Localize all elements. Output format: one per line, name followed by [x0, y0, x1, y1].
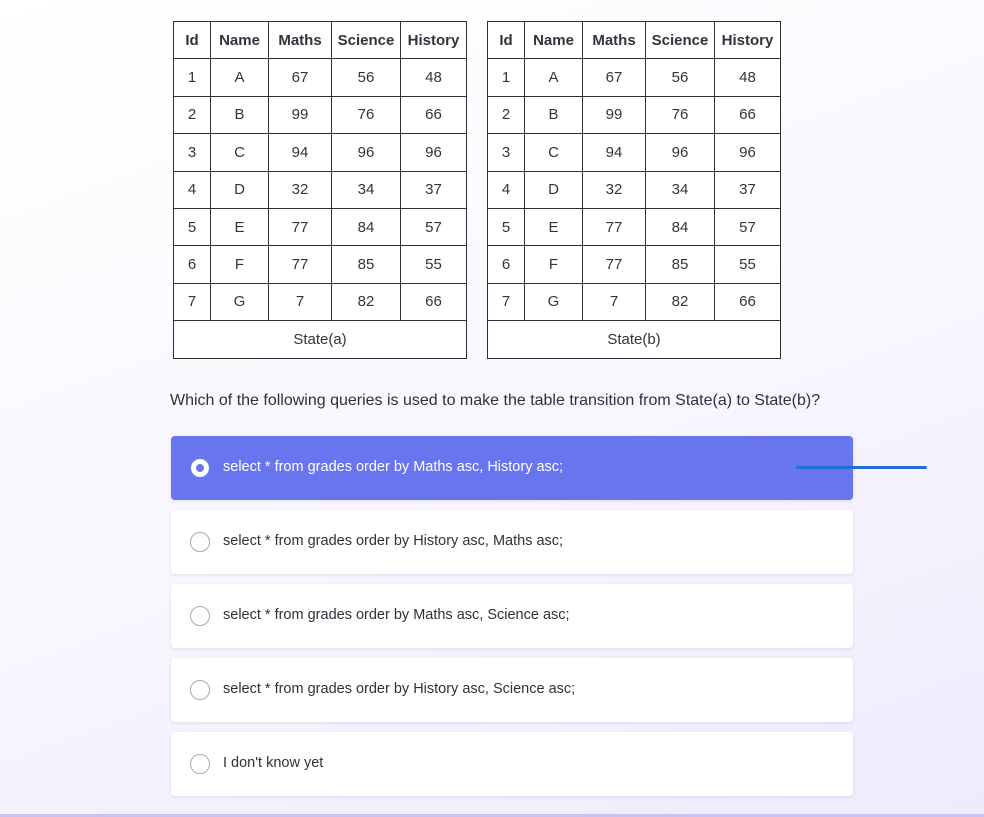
table-row — [174, 283, 467, 320]
table-row — [488, 171, 781, 208]
cell-science: 96 — [646, 134, 715, 171]
cell-maths: 7 — [583, 283, 646, 320]
cell-science: 76 — [332, 96, 401, 133]
cell-name: C — [211, 134, 269, 171]
cell-name: G — [525, 283, 583, 320]
cell-id: 7 — [488, 283, 525, 320]
table-row — [488, 59, 781, 96]
cell-science: 85 — [646, 246, 715, 283]
cell-history: 57 — [715, 208, 781, 245]
cell-name: B — [525, 96, 583, 133]
column-header-maths: Maths — [583, 22, 646, 59]
cell-maths: 7 — [269, 283, 332, 320]
cell-id: 1 — [488, 59, 525, 96]
cell-maths: 77 — [583, 208, 646, 245]
answer-option-1[interactable] — [171, 436, 853, 500]
column-header-id: Id — [488, 22, 525, 59]
cell-maths: 32 — [269, 171, 332, 208]
table-row — [174, 171, 467, 208]
answer-option-3[interactable] — [171, 584, 853, 648]
table-row — [174, 96, 467, 133]
cell-name: E — [525, 208, 583, 245]
cell-science: 56 — [646, 59, 715, 96]
cell-id: 1 — [174, 59, 211, 96]
table-row — [488, 246, 781, 283]
column-header-history: History — [401, 22, 467, 59]
table-row — [174, 59, 467, 96]
radio-selected-icon[interactable] — [191, 459, 209, 477]
radio-icon[interactable] — [190, 754, 210, 774]
cell-history: 57 — [401, 208, 467, 245]
table-state-a — [173, 21, 467, 359]
cell-id: 2 — [488, 96, 525, 133]
cell-science: 84 — [332, 208, 401, 245]
radio-icon[interactable] — [190, 606, 210, 626]
cell-science: 82 — [646, 283, 715, 320]
cell-history: 96 — [715, 134, 781, 171]
cell-history: 37 — [401, 171, 467, 208]
cell-id: 2 — [174, 96, 211, 133]
cell-name: E — [211, 208, 269, 245]
column-header-name: Name — [211, 22, 269, 59]
table-caption-row — [174, 321, 467, 358]
option-label: select * from grades order by Maths asc, Science asc; — [223, 607, 570, 623]
cell-maths: 32 — [583, 171, 646, 208]
cell-history: 37 — [715, 171, 781, 208]
cell-maths: 77 — [269, 246, 332, 283]
cell-history: 55 — [715, 246, 781, 283]
table-row — [488, 96, 781, 133]
cell-id: 6 — [174, 246, 211, 283]
table-row — [174, 134, 467, 171]
cell-name: A — [211, 59, 269, 96]
cell-history: 66 — [401, 283, 467, 320]
cell-name: D — [525, 171, 583, 208]
cell-science: 76 — [646, 96, 715, 133]
cell-maths: 67 — [269, 59, 332, 96]
column-header-history: History — [715, 22, 781, 59]
radio-icon[interactable] — [190, 680, 210, 700]
cell-history: 48 — [715, 59, 781, 96]
cell-name: F — [211, 246, 269, 283]
cell-id: 7 — [174, 283, 211, 320]
cell-id: 4 — [488, 171, 525, 208]
cell-history: 48 — [401, 59, 467, 96]
cell-science: 34 — [646, 171, 715, 208]
column-header-name: Name — [525, 22, 583, 59]
cell-name: A — [525, 59, 583, 96]
cell-history: 96 — [401, 134, 467, 171]
cell-maths: 99 — [583, 96, 646, 133]
cell-science: 34 — [332, 171, 401, 208]
column-header-science: Science — [646, 22, 715, 59]
cell-history: 55 — [401, 246, 467, 283]
cell-science: 82 — [332, 283, 401, 320]
table-header-row — [174, 22, 467, 59]
table-row — [174, 208, 467, 245]
cell-name: F — [525, 246, 583, 283]
cell-science: 56 — [332, 59, 401, 96]
cell-id: 3 — [488, 134, 525, 171]
highlight-line — [796, 466, 927, 469]
cell-maths: 77 — [269, 208, 332, 245]
option-label: I don't know yet — [223, 755, 324, 771]
radio-icon[interactable] — [190, 532, 210, 552]
cell-history: 66 — [715, 283, 781, 320]
answer-option-4[interactable] — [171, 658, 853, 722]
answer-option-2[interactable] — [171, 510, 853, 574]
cell-maths: 94 — [583, 134, 646, 171]
cell-id: 5 — [488, 208, 525, 245]
column-header-id: Id — [174, 22, 211, 59]
table-row — [488, 283, 781, 320]
table-caption-row — [488, 321, 781, 358]
table-caption: State(b) — [488, 321, 781, 358]
cell-name: C — [525, 134, 583, 171]
cell-science: 85 — [332, 246, 401, 283]
cell-name: B — [211, 96, 269, 133]
cell-history: 66 — [715, 96, 781, 133]
table-row — [488, 208, 781, 245]
cell-science: 84 — [646, 208, 715, 245]
table-row — [488, 134, 781, 171]
cell-maths: 94 — [269, 134, 332, 171]
option-label: select * from grades order by Maths asc, History asc; — [223, 459, 564, 475]
table-caption: State(a) — [174, 321, 467, 358]
cell-maths: 67 — [583, 59, 646, 96]
cell-id: 5 — [174, 208, 211, 245]
cell-id: 4 — [174, 171, 211, 208]
answer-option-5[interactable] — [171, 732, 853, 796]
option-label: select * from grades order by History asc, Maths asc; — [223, 533, 564, 549]
table-row — [174, 246, 467, 283]
table-state-b — [487, 21, 781, 359]
column-header-science: Science — [332, 22, 401, 59]
cell-name: D — [211, 171, 269, 208]
table-header-row — [488, 22, 781, 59]
cell-history: 66 — [401, 96, 467, 133]
cell-science: 96 — [332, 134, 401, 171]
option-label: select * from grades order by History asc, Science asc; — [223, 681, 576, 697]
cell-maths: 99 — [269, 96, 332, 133]
cell-name: G — [211, 283, 269, 320]
cell-maths: 77 — [583, 246, 646, 283]
column-header-maths: Maths — [269, 22, 332, 59]
cell-id: 3 — [174, 134, 211, 171]
cell-id: 6 — [488, 246, 525, 283]
question-text: Which of the following queries is used to make the table transition from State(a) to State(b)? — [170, 392, 821, 409]
